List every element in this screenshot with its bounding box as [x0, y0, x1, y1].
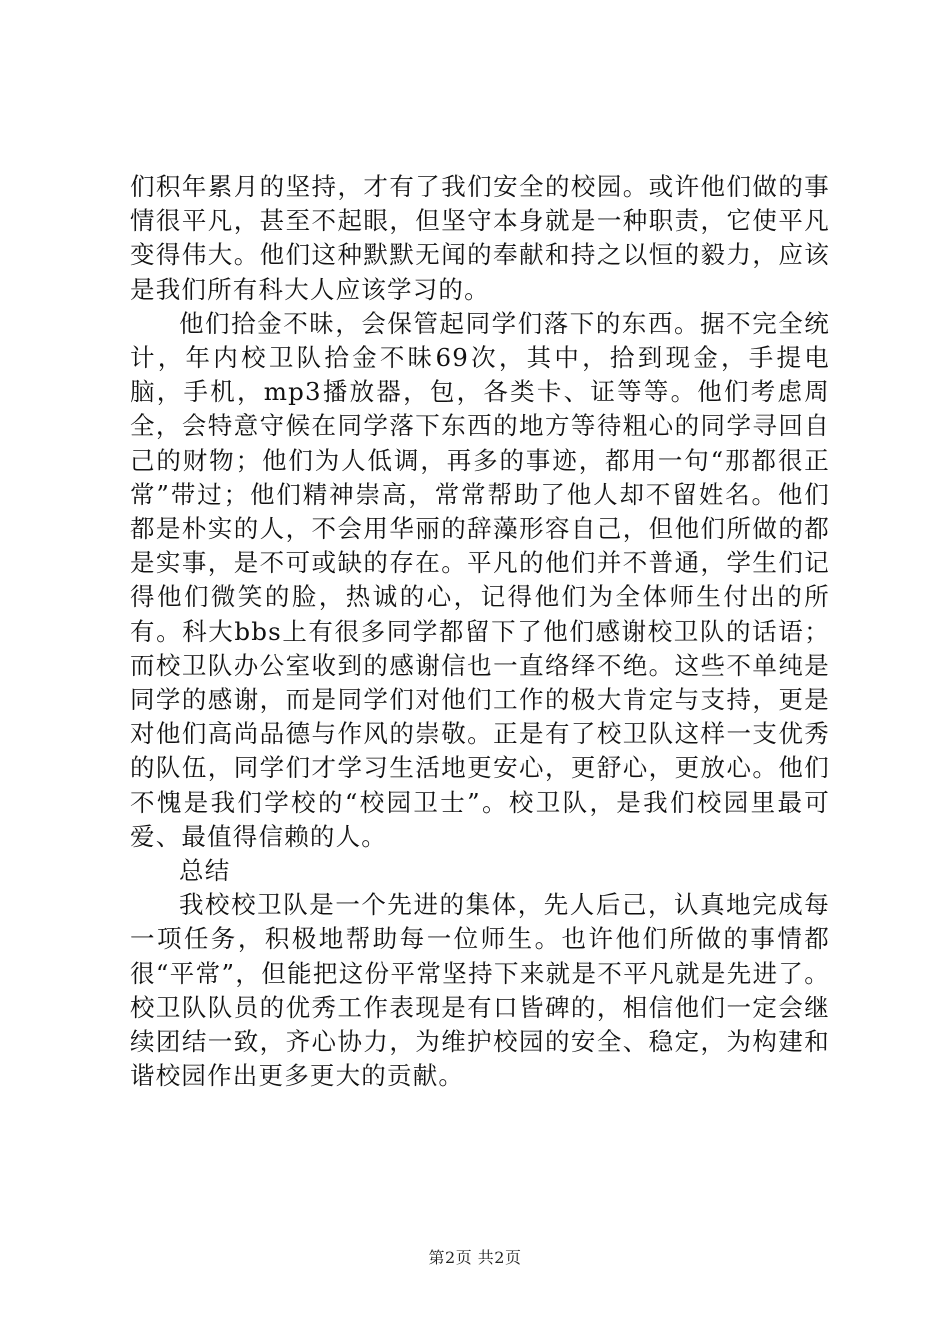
section-heading-summary: 总结 — [179, 856, 231, 886]
page-number-footer: 第2页 共2页 — [428, 1248, 522, 1267]
paragraph-lost-and-found: 他们拾金不昧，会保管起同学们落下的东西。据不完全统计，年内校卫队拾金不昧69次，其中，拾到现金，手提电脑，手机，mp3播放器，包，各类卡、证等等。他们考虑周全，会特意守候在同学落下东西的地方等待粗心的同学寻回自己的财物；他们为人低调，再多的事迹，都用一句“那都很正常”带过；他们精神崇高，常常帮助了他人却不留姓名。他们都是朴实的人，不会用华丽的辞藻形容自己，但他们所做的都是实事，是不可或缺的存在。平凡的他们并不普通，学生们记得他们微笑的脸，热诚的心，记得他们为全体师生付出的所有。科大bbs上有很多同学都留下了他们感谢校卫队的话语；而校卫队办公室收到的感谢信也一直络绎不绝。这些不单纯是同学的感谢，而是同学们对他们工作的极大肯定与支持，更是对他们高尚品德与作风的崇敬。正是有了校卫队这样一支优秀的队伍，同学们才学习生活地更安心，更舒心，更放心。他们不愧是我们学校的“校园卫士”。校卫队，是我们校园里最可爱、最值得信赖的人。 — [130, 308, 830, 851]
document-body — [130, 170, 830, 1093]
paragraph-continuation: 们积年累月的坚持，才有了我们安全的校园。或许他们做的事情很平凡，甚至不起眼，但坚守本身就是一种职责，它使平凡变得伟大。他们这种默默无闻的奉献和持之以恒的毅力，应该是我们所有科大人应该学习的。 — [130, 172, 830, 304]
paragraph-summary: 我校校卫队是一个先进的集体，先人后己，认真地完成每一项任务，积极地帮助每一位师生。也许他们所做的事情都很“平常”，但能把这份平常坚持下来就是不平凡就是先进了。校卫队队员的优秀工作表现是有口皆碑的，相信他们一定会继续团结一致，齐心协力，为维护校园的安全、稳定，为构建和谐校园作出更多更大的贡献。 — [130, 890, 830, 1091]
